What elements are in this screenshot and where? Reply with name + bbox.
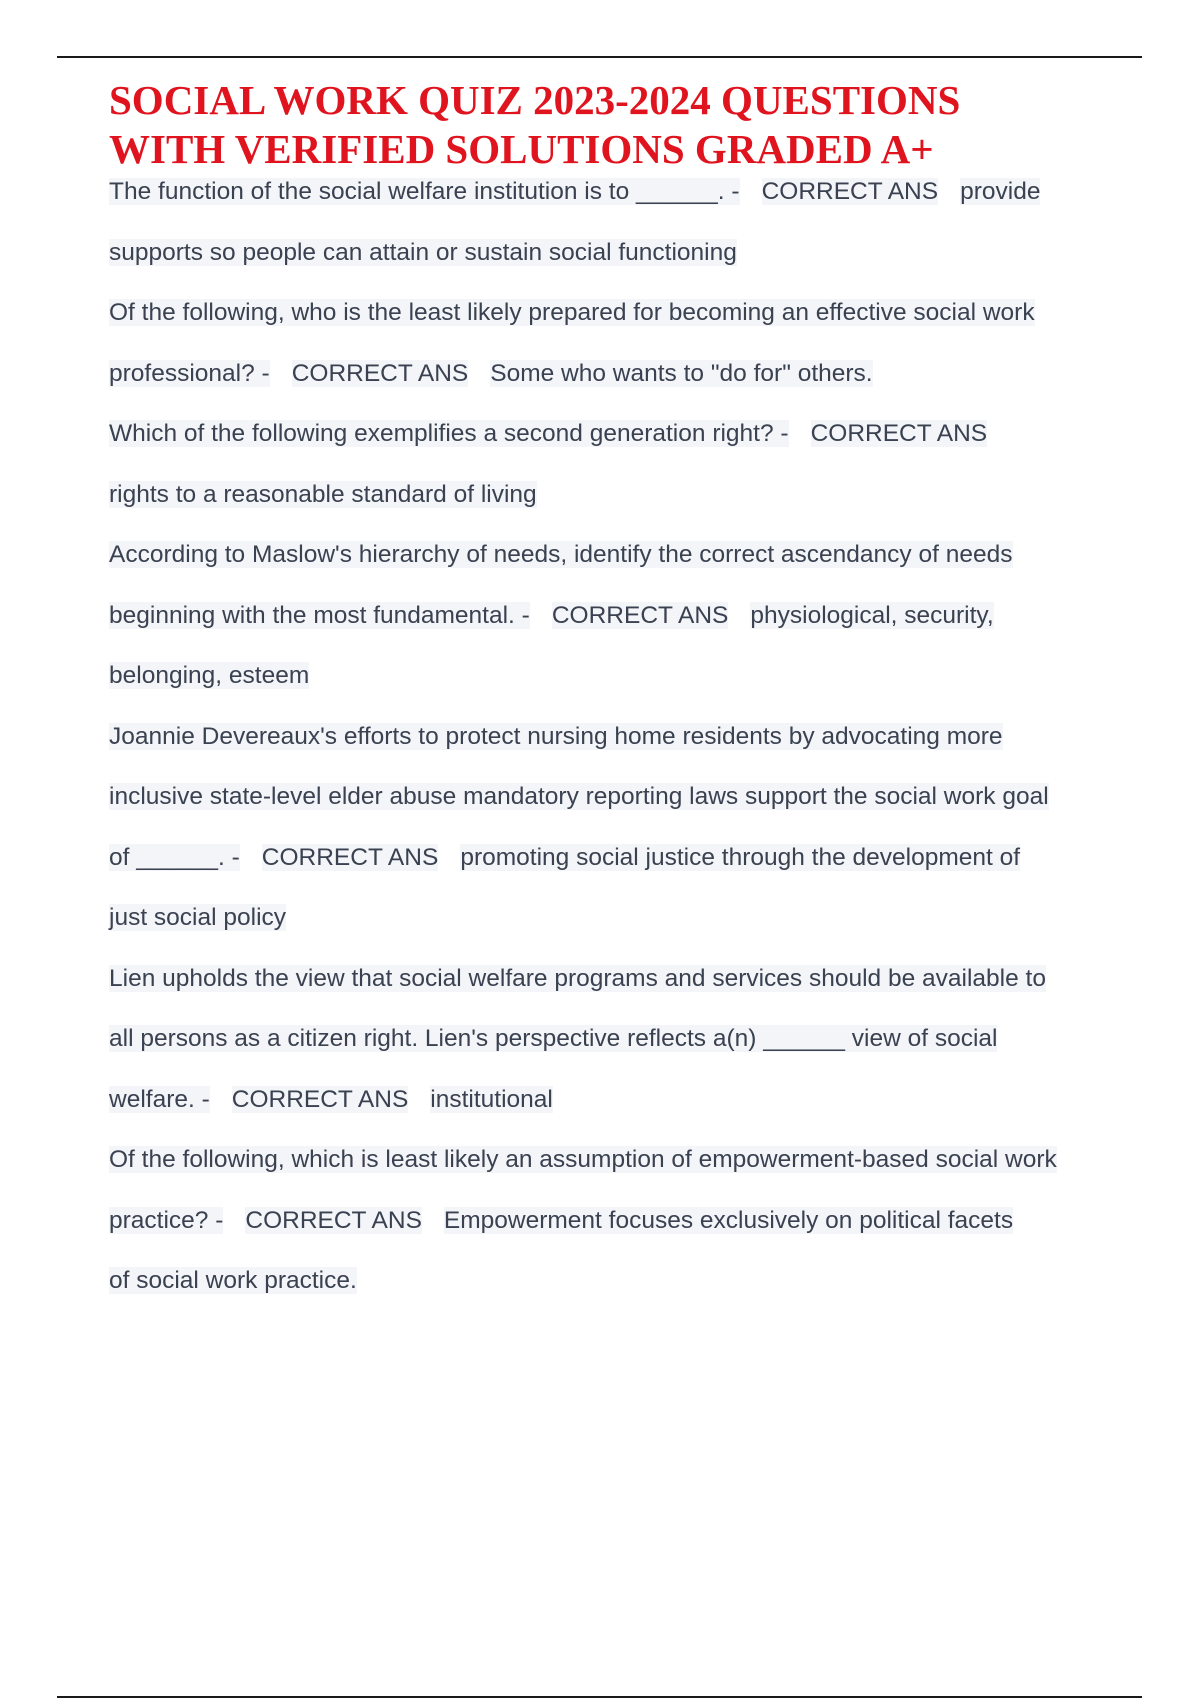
top-rule: [57, 56, 1142, 58]
correct-answer-label: CORRECT ANS: [291, 359, 469, 387]
line-text: Of the following, which is least likely an assumption of empowerment-based social work: [109, 1146, 1057, 1173]
title-line-2: WITH VERIFIED SOLUTIONS GRADED A+: [109, 126, 934, 172]
line-text: The function of the social welfare institution is to ______. -: [109, 178, 740, 205]
correct-answer-label: CORRECT ANS: [761, 178, 939, 205]
text-line: [109, 949, 1149, 1010]
line-text: of ______. -: [109, 843, 240, 871]
line-text: beginning with the most fundamental. -: [109, 601, 530, 629]
line-text: professional? -: [109, 359, 270, 387]
answer-text: Empowerment focuses exclusively on political facets: [443, 1206, 1014, 1234]
line-text: Joannie Devereaux's efforts to protect nursing home residents by advocating more: [109, 722, 1003, 750]
text-line: [109, 283, 1149, 344]
text-line: [109, 162, 1149, 223]
bottom-rule: [57, 1696, 1142, 1698]
text-line: [109, 465, 1149, 526]
answer-text: physiological, security,: [750, 601, 994, 629]
text-line: [109, 767, 1149, 828]
correct-answer-label: CORRECT ANS: [551, 601, 729, 629]
correct-answer-label: CORRECT ANS: [261, 843, 439, 871]
page-title: [109, 76, 1139, 174]
line-text: belonging, esteem: [109, 662, 310, 689]
line-text: Of the following, who is the least likely prepared for becoming an effective social work: [109, 299, 1035, 326]
line-text: just social policy: [109, 904, 287, 931]
correct-answer-label: CORRECT ANS: [245, 1206, 422, 1234]
text-line: [109, 1130, 1149, 1191]
line-text: practice? -: [109, 1206, 224, 1234]
line-text: welfare. -: [109, 1085, 210, 1113]
line-text: rights to a reasonable standard of living: [109, 480, 537, 508]
line-text: supports so people can attain or sustain social functioning: [109, 238, 737, 266]
line-text: Lien upholds the view that social welfare programs and services should be available to: [109, 964, 1046, 992]
text-line: [109, 525, 1149, 586]
correct-answer-label: CORRECT ANS: [810, 420, 988, 447]
answer-text: promoting social justice through the development of: [460, 843, 1021, 871]
title-line-1: SOCIAL WORK QUIZ 2023-2024 QUESTIONS: [109, 77, 961, 123]
text-line: [109, 1070, 1149, 1131]
answer-text: provide: [960, 178, 1041, 205]
text-line: [109, 586, 1149, 647]
line-text: Which of the following exemplifies a second generation right? -: [109, 420, 789, 447]
answer-text: institutional: [430, 1085, 553, 1113]
text-line: [109, 888, 1149, 949]
text-line: [109, 404, 1149, 465]
text-line: [109, 646, 1149, 707]
line-text: all persons as a citizen right. Lien's perspective reflects a(n) ______ view of social: [109, 1025, 998, 1052]
line-text: According to Maslow's hierarchy of needs, identify the correct ascendancy of needs: [109, 541, 1013, 568]
text-line: [109, 344, 1149, 405]
line-text: of social work practice.: [109, 1267, 357, 1294]
correct-answer-label: CORRECT ANS: [231, 1085, 409, 1113]
text-line: [109, 707, 1149, 768]
text-line: [109, 1251, 1149, 1312]
quiz-body: [109, 162, 1149, 1312]
text-line: [109, 223, 1149, 284]
text-line: [109, 1009, 1149, 1070]
answer-text: Some who wants to "do for" others.: [490, 359, 873, 387]
text-line: [109, 828, 1149, 889]
text-line: [109, 1191, 1149, 1252]
line-text: inclusive state-level elder abuse mandatory reporting laws support the social work goal: [109, 783, 1049, 810]
